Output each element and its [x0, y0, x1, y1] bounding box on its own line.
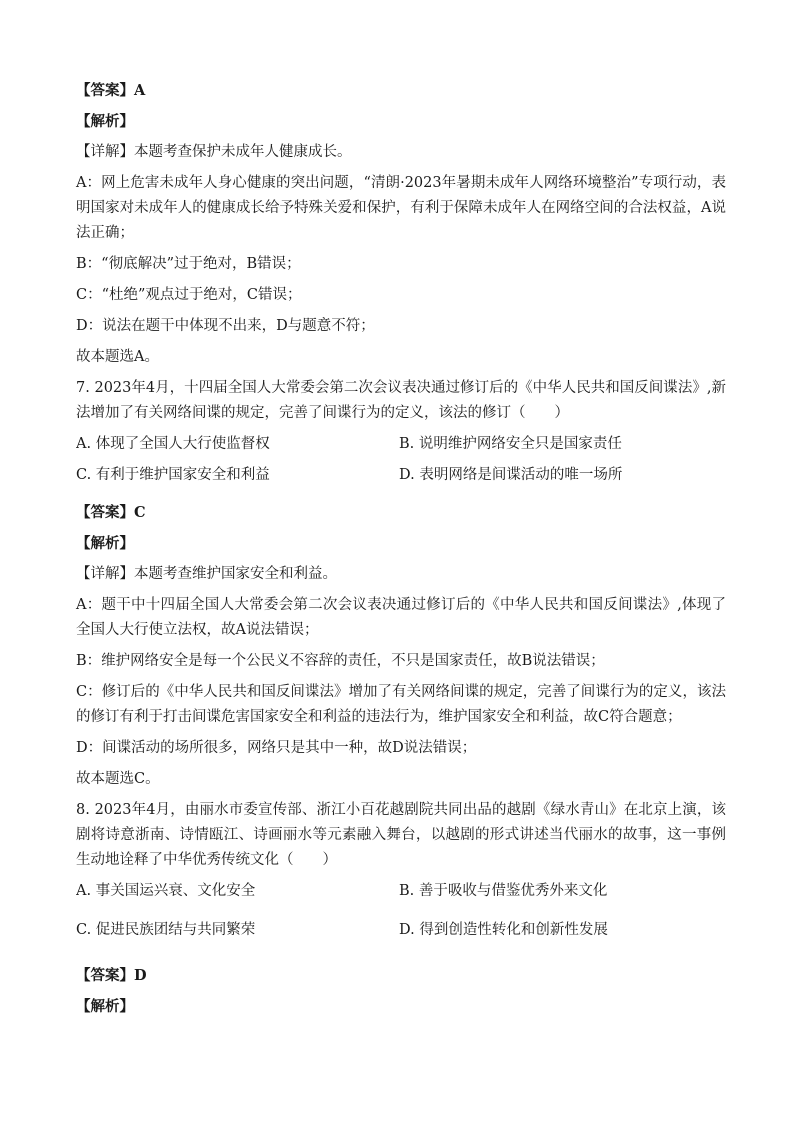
option-d: D. 得到创造性转化和创新性发展: [399, 922, 608, 938]
explanation-line: B：维护网络安全是每一个公民义不容辞的责任，不只是国家责任，故B说法错误；: [76, 653, 605, 669]
explanation-paragraph: C：修订后的《中华人民共和国反间谍法》增加了有关网络间谍的规定，完善了间谍行为的定义，该法的修订有利于打击间谍危害国家安全和利益的违法行为，维护国家安全和利益，故C符合题意；: [76, 684, 726, 725]
option-c: C. 促进民族团结与共同繁荣: [76, 922, 256, 938]
option-b: B. 善于吸收与借鉴优秀外来文化: [399, 883, 608, 899]
question-stem: 8. 2023年4月，由丽水市委宣传部、浙江小百花越剧院共同出品的越剧《绿水青山》在北京上演，该剧将诗意浙南、诗情瓯江、诗画丽水等元素融入舞台，以越剧的形式讲述当代丽水的故事，这一事例生动地诠释了中华优秀传统文化（ ）: [76, 802, 726, 868]
question-options: [76, 879, 726, 957]
explanation-line: D：说法在题干中体现不出来，D与题意不符；: [76, 318, 375, 334]
conclusion-line: 故本题选C。: [76, 771, 160, 787]
answer-label: 【答案】D: [76, 967, 147, 984]
answer-label: 【答案】A: [76, 82, 146, 99]
document-page: [76, 78, 726, 1025]
option-d: D. 表明网络是间谍活动的唯一场所: [399, 467, 623, 483]
explanation-paragraph: A：题干中十四届全国人大常委会第二次会议表决通过修订后的《中华人民共和国反间谍法》,体现了全国人大行使立法权，故A说法错误；: [76, 597, 726, 638]
analysis-label: 【解析】: [76, 113, 134, 130]
conclusion-line: 故本题选A。: [76, 349, 159, 365]
explanation-line: D：间谍活动的场所很多，网络只是其中一种，故D说法错误；: [76, 740, 477, 756]
explanation-paragraph: A：网上危害未成年人身心健康的突出问题，“清朗·2023年暑期未成年人网络环境整治”专项行动，表明国家对未成年人的健康成长给予特殊关爱和保护，有利于保障未成年人在网络空间的合法权益，A说法正确；: [76, 175, 726, 241]
detail-text: 【详解】本题考查维护国家安全和利益。: [76, 566, 337, 582]
analysis-label: 【解析】: [76, 535, 134, 552]
detail-text: 【详解】本题考查保护未成年人健康成长。: [76, 144, 352, 160]
option-b: B. 说明维护网络安全只是国家责任: [399, 436, 622, 452]
explanation-line: B：“彻底解决”过于绝对，B错误；: [76, 256, 301, 272]
option-a: A. 体现了全国人大行使监督权: [76, 436, 270, 452]
option-a: A. 事关国运兴衰、文化安全: [76, 883, 256, 899]
question-stem: 7. 2023年4月，十四届全国人大常委会第二次会议表决通过修订后的《中华人民共和国反间谍法》,新法增加了有关网络间谍的规定，完善了间谍行为的定义，该法的修订（ ）: [76, 380, 726, 421]
explanation-line: C：“杜绝”观点过于绝对，C错误；: [76, 287, 302, 303]
answer-label: 【答案】C: [76, 504, 146, 521]
analysis-label: 【解析】: [76, 998, 134, 1015]
option-c: C. 有利于维护国家安全和利益: [76, 467, 270, 483]
question-options: [76, 432, 726, 494]
